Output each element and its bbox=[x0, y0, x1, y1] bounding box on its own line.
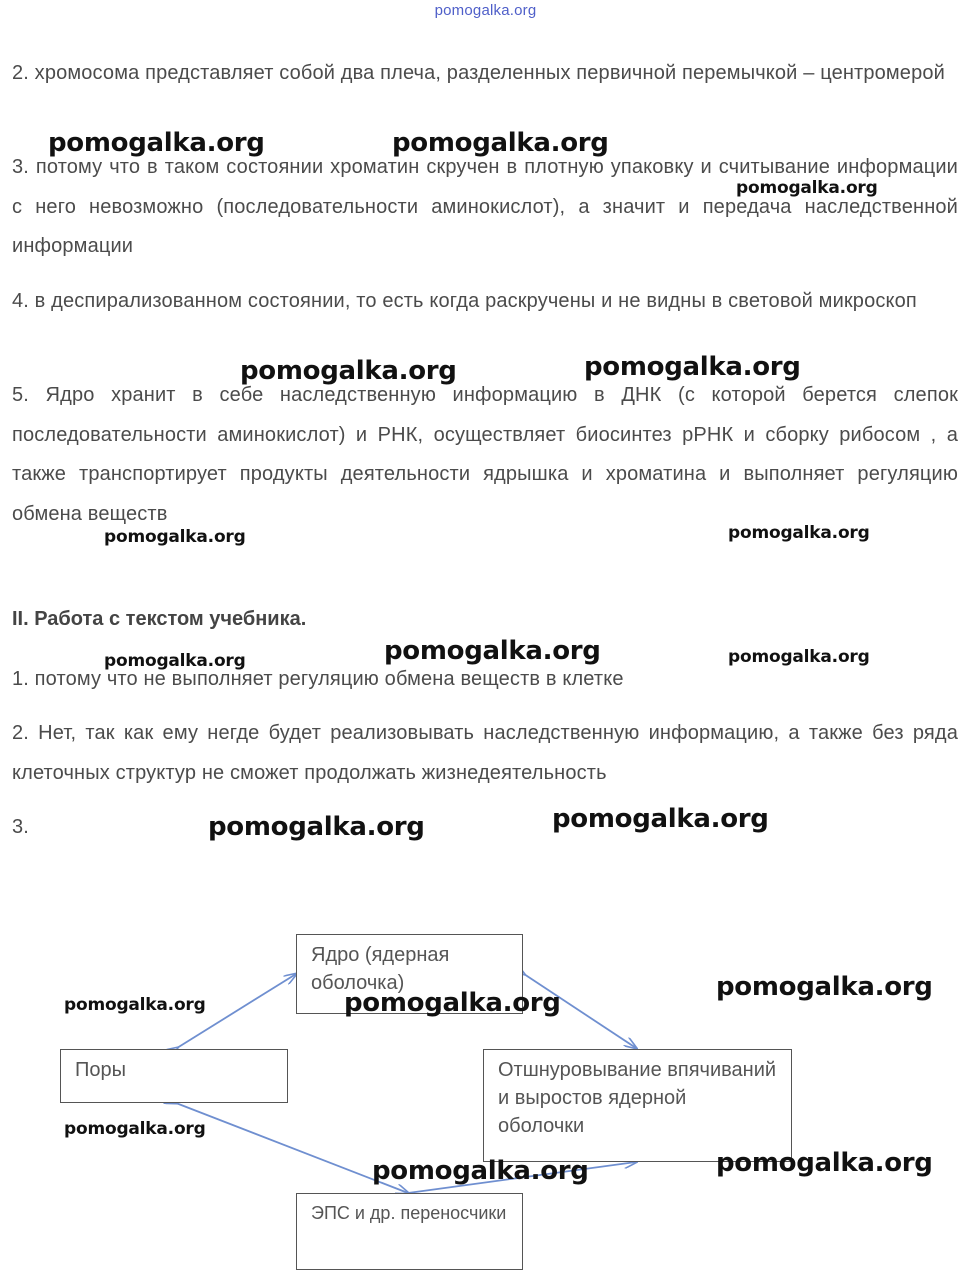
box-er: ЭПС и др. переносчики bbox=[296, 1193, 523, 1270]
answer-5: 5. Ядро хранит в себе наследственную информацию в ДНК (с которой берется слепок последовательности аминокислот) и РНК, осуществляет биосинтез рРНК и сборку рибосом , а также транспортирует продукты деятельности ядрышка и хроматина и выполняет регуляцию обмена веществ bbox=[12, 384, 958, 525]
answer-3: 3. потому что в таком состоянии хроматин скручен в плотную упаковку и считывание информации с него невозможно (последовательности аминокислот), а значит и передача наследственной информации bbox=[12, 156, 958, 257]
watermark: pomogalka.org bbox=[736, 178, 878, 198]
watermark: pomogalka.org bbox=[716, 972, 933, 1002]
section2-answer-1: 1. потому что не выполняет регуляцию обмена веществ в клетке bbox=[12, 668, 624, 690]
watermark: pomogalka.org bbox=[384, 636, 601, 666]
watermark: pomogalka.org bbox=[716, 1148, 933, 1178]
section2-answer-2: 2. Нет, так как ему негде будет реализовывать наследственную информацию, а также без ряда клеточных структур не сможет продолжать жизнедеятельность bbox=[12, 722, 958, 784]
watermark: pomogalka.org bbox=[48, 128, 265, 158]
section-heading: II. Работа с текстом учебника. bbox=[12, 608, 307, 630]
box-detachment: Отшнуровывание впячиваний и выростов ядерной оболочки bbox=[483, 1049, 792, 1162]
watermark: pomogalka.org bbox=[240, 356, 457, 386]
answer-2: 2. хромосома представляет собой два плеча, разделенных первичной перемычкой – центромерой bbox=[12, 62, 945, 84]
watermark: pomogalka.org bbox=[552, 804, 769, 834]
watermark: pomogalka.org bbox=[728, 647, 870, 667]
answer-4: 4. в деспирализованном состоянии, то есть когда раскручены и не видны в световой микроскоп bbox=[12, 290, 917, 312]
watermark: pomogalka.org bbox=[64, 995, 206, 1015]
top-url[interactable]: pomogalka.org bbox=[434, 2, 537, 19]
watermark: pomogalka.org bbox=[64, 1119, 206, 1139]
watermark: pomogalka.org bbox=[208, 812, 425, 842]
watermark: pomogalka.org bbox=[344, 988, 561, 1018]
section2-answer-3: 3. bbox=[12, 816, 29, 838]
box-nucleus: Ядро (ядерная оболочка) bbox=[296, 934, 523, 1014]
watermark: pomogalka.org bbox=[372, 1156, 589, 1186]
watermark: pomogalka.org bbox=[392, 128, 609, 158]
watermark: pomogalka.org bbox=[728, 523, 870, 543]
watermark: pomogalka.org bbox=[104, 527, 246, 547]
box-pores: Поры bbox=[60, 1049, 288, 1103]
watermark: pomogalka.org bbox=[104, 651, 246, 671]
watermark: pomogalka.org bbox=[584, 352, 801, 382]
